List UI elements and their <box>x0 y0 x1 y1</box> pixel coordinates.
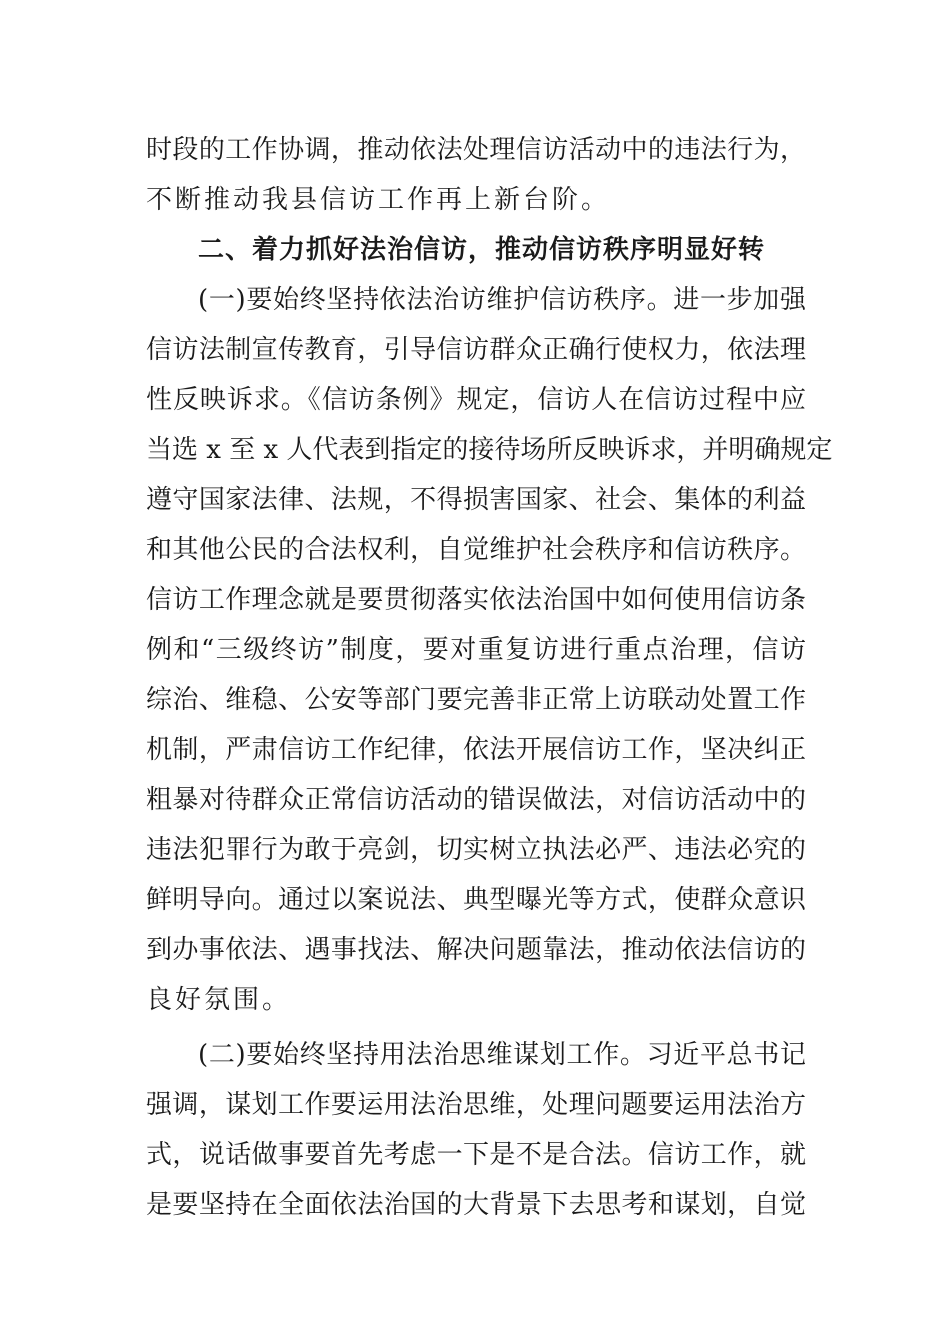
body-text-line: 不断推动我县信访工作再上新台阶。 <box>146 185 611 215</box>
body-text-line: 综治、维稳、公安等部门要完善非正常上访联动处置工作 <box>146 685 806 715</box>
body-text-line: 当选 x 至 x 人代表到指定的接待场所反映诉求，并明确规定 <box>146 435 833 465</box>
body-text-line: 信访法制宣传教育，引导信访群众正确行使权力，依法理 <box>146 335 806 365</box>
body-text-line: 信访工作理念就是要贯彻落实依法治国中如何使用信访条 <box>146 585 806 615</box>
body-text-line: 强调，谋划工作要运用法治思维，处理问题要运用法治方 <box>146 1090 806 1120</box>
body-text-line: 遵守国家法律、法规，不得损害国家、社会、集体的利益 <box>146 485 806 515</box>
body-text-line: 机制，严肃信访工作纪律，依法开展信访工作，坚决纠正 <box>146 735 806 765</box>
body-text-line: 式，说话做事要首先考虑一下是不是合法。信访工作，就 <box>146 1140 806 1170</box>
body-text-line: 时段的工作协调，推动依法处理信访活动中的违法行为， <box>146 135 806 165</box>
body-text-line: 粗暴对待群众正常信访活动的错误做法，对信访活动中的 <box>146 785 806 815</box>
body-text-line: 例和“三级终访”制度，要对重复访进行重点治理，信访 <box>146 635 806 665</box>
body-text-line: 是要坚持在全面依法治国的大背景下去思考和谋划，自觉 <box>146 1190 806 1220</box>
body-text-line: 违法犯罪行为敢于亮剑，切实树立执法必严、违法必究的 <box>146 835 806 865</box>
body-text-line: 到办事依法、遇事找法、解决问题靠法，推动依法信访的 <box>146 935 806 965</box>
body-text-line: 性反映诉求。《信访条例》规定，信访人在信访过程中应 <box>146 385 806 415</box>
paragraph-first-line: (二)要始终坚持用法治思维谋划工作。习近平总书记 <box>198 1040 806 1070</box>
body-text-line: 鲜明导向。通过以案说法、典型曝光等方式，使群众意识 <box>146 885 806 915</box>
body-text-line: 和其他公民的合法权利，自觉维护社会秩序和信访秩序。 <box>146 535 806 565</box>
paragraph-first-line: (一)要始终坚持依法治访维护信访秩序。进一步加强 <box>198 285 806 315</box>
body-text-line: 良好氛围。 <box>146 985 292 1015</box>
section-heading: 二、着力抓好法治信访，推动信访秩序明显好转 <box>198 235 766 265</box>
